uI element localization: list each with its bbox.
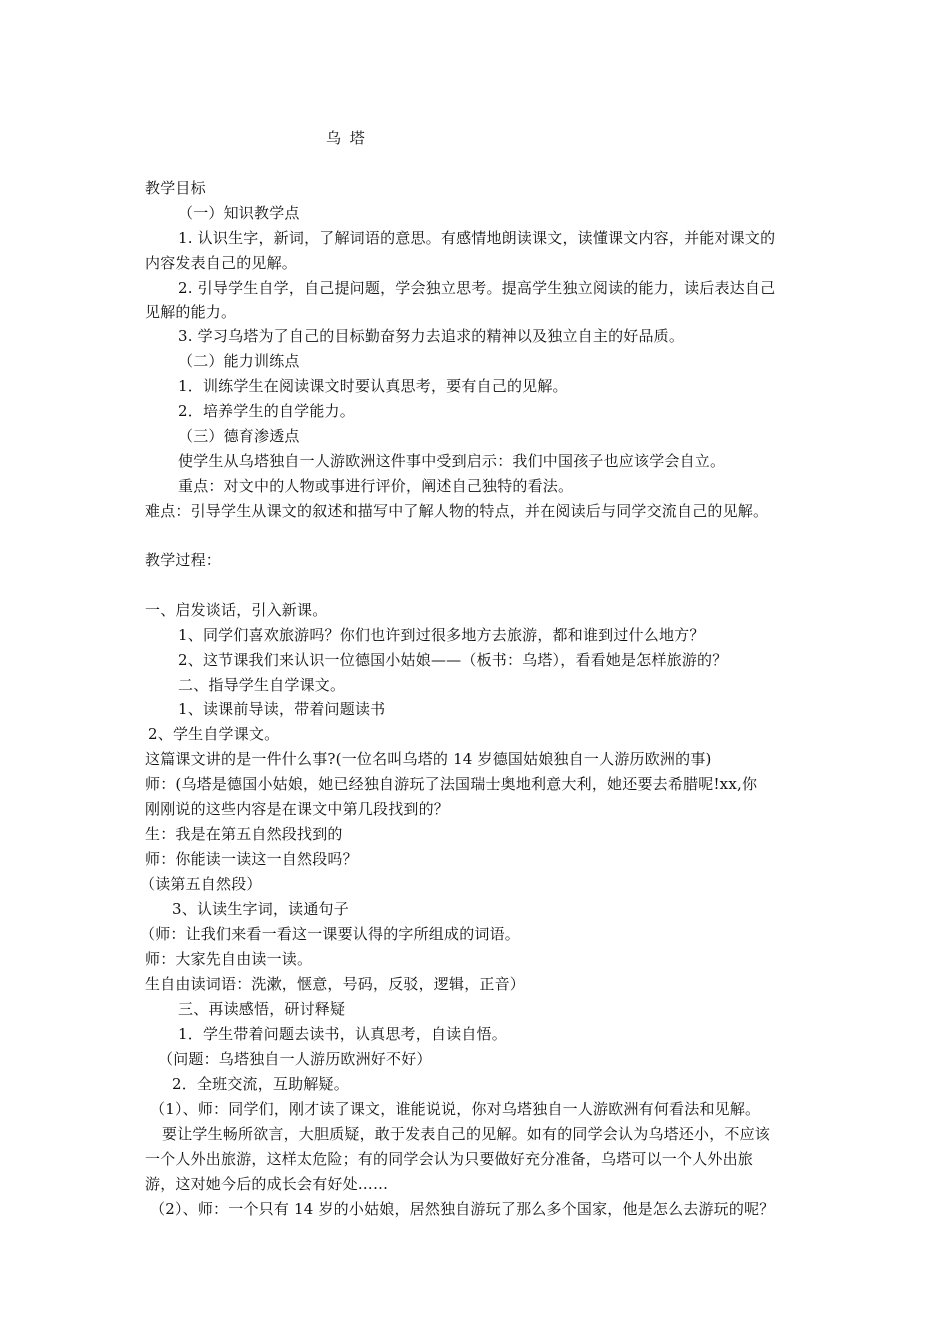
objective-2-cont: 见解的能力。 <box>145 303 237 321</box>
step-2-item-1: 1、读课前导读，带着问题读书 <box>178 700 386 718</box>
discussion-guidance-2: 一个人外出旅游，这样太危险；有的同学会认为只要做好充分准备，乌塔可以一个人外出旅 <box>145 1150 754 1168</box>
objective-1-cont: 内容发表自己的见解。 <box>145 254 298 272</box>
subheading-knowledge: （一）知识教学点 <box>178 204 300 222</box>
step-1-heading: 一、启发谈话，引入新课。 <box>145 601 328 619</box>
teacher-line-2: 师：你能读一读这一自然段吗？ <box>145 850 358 868</box>
student-line-1: 生：我是在第五自然段找到的 <box>145 825 343 843</box>
lesson-question: 这篇课文讲的是一件什么事?(一位名叫乌塔的 14 岁德国姑娘独自一人游历欧洲的事) <box>145 750 712 768</box>
objective-2: 2. 引导学生自学，自己提问题，学会独立思考。提高学生独立阅读的能力，读后表达自己 <box>178 279 776 297</box>
student-words: 生自由读词语：洗漱，惬意，号码，反驳，逻辑，正音） <box>145 975 526 993</box>
section-heading-process: 教学过程： <box>145 551 222 569</box>
teacher-line-1-cont: 刚刚说的这些内容是在课文中第几段找到的？ <box>145 800 450 818</box>
step-3-item-1: 1．学生带着问题去读书，认真思考，自读自悟。 <box>178 1025 507 1043</box>
document-title: 乌 塔 <box>326 129 367 147</box>
section-heading-objectives: 教学目标 <box>145 179 206 197</box>
teacher-line-4: 师：大家先自由读一读。 <box>145 950 313 968</box>
discussion-guidance-3: 游，这对她今后的成长会有好处…… <box>145 1175 389 1193</box>
read-paragraph-note: （读第五自然段） <box>140 875 262 893</box>
teacher-line-1: 师：(乌塔是德国小姑娘，她已经独自游玩了法国瑞士奥地利意大利，她还要去希腊呢!xx,你 <box>145 775 758 793</box>
step-2-item-2: 2、学生自学课文。 <box>148 725 280 743</box>
difficult-point: 难点：引导学生从课文的叙述和描写中了解人物的特点，并在阅读后与同学交流自己的见解。 <box>145 502 769 520</box>
step-2-heading: 二、指导学生自学课文。 <box>178 676 346 694</box>
step-1-item-1: 1、同学们喜欢旅游吗？你们也许到过很多地方去旅游，都和谁到过什么地方？ <box>178 626 705 644</box>
ability-1: 1．训练学生在阅读课文时要认真思考，要有自己的见解。 <box>178 377 568 395</box>
step-3-heading: 三、再读感悟，研讨释疑 <box>178 1000 346 1018</box>
discussion-2: （2）、师：一个只有 14 岁的小姑娘，居然独自游玩了那么多个国家，他是怎么去游玩的呢？ <box>150 1200 775 1218</box>
subheading-ability: （二）能力训练点 <box>178 352 300 370</box>
step-3-question: （问题：乌塔独自一人游历欧洲好不好） <box>158 1050 432 1068</box>
key-point: 重点：对文中的人物或事进行评价，阐述自己独特的看法。 <box>178 477 574 495</box>
teacher-line-3: （师：让我们来看一看这一课要认得的字所组成的词语。 <box>140 925 521 943</box>
discussion-guidance-1: 要让学生畅所欲言，大胆质疑，敢于发表自己的见解。如有的同学会认为乌塔还小，不应该 <box>162 1125 771 1143</box>
objective-1: 1. 认识生字，新词，了解词语的意思。有感情地朗读课文，读懂课文内容，并能对课文的 <box>178 229 776 247</box>
step-1-item-2: 2、这节课我们来认识一位德国小姑娘——（板书：乌塔），看看她是怎样旅游的？ <box>178 651 728 669</box>
step-3-item-2: 2．全班交流，互助解疑。 <box>172 1075 349 1093</box>
ability-2: 2．培养学生的自学能力。 <box>178 402 355 420</box>
subheading-moral: （三）德育渗透点 <box>178 427 300 445</box>
step-2-item-3: 3、认读生字词，读通句子 <box>172 900 349 918</box>
discussion-1: （1）、师：同学们，刚才读了课文，谁能说说，你对乌塔独自一人游欧洲有何看法和见解。 <box>150 1100 761 1118</box>
moral-text: 使学生从乌塔独自一人游欧洲这件事中受到启示：我们中国孩子也应该学会自立。 <box>178 452 726 470</box>
objective-3: 3. 学习乌塔为了自己的目标勤奋努力去追求的精神以及独立自主的好品质。 <box>178 327 685 345</box>
